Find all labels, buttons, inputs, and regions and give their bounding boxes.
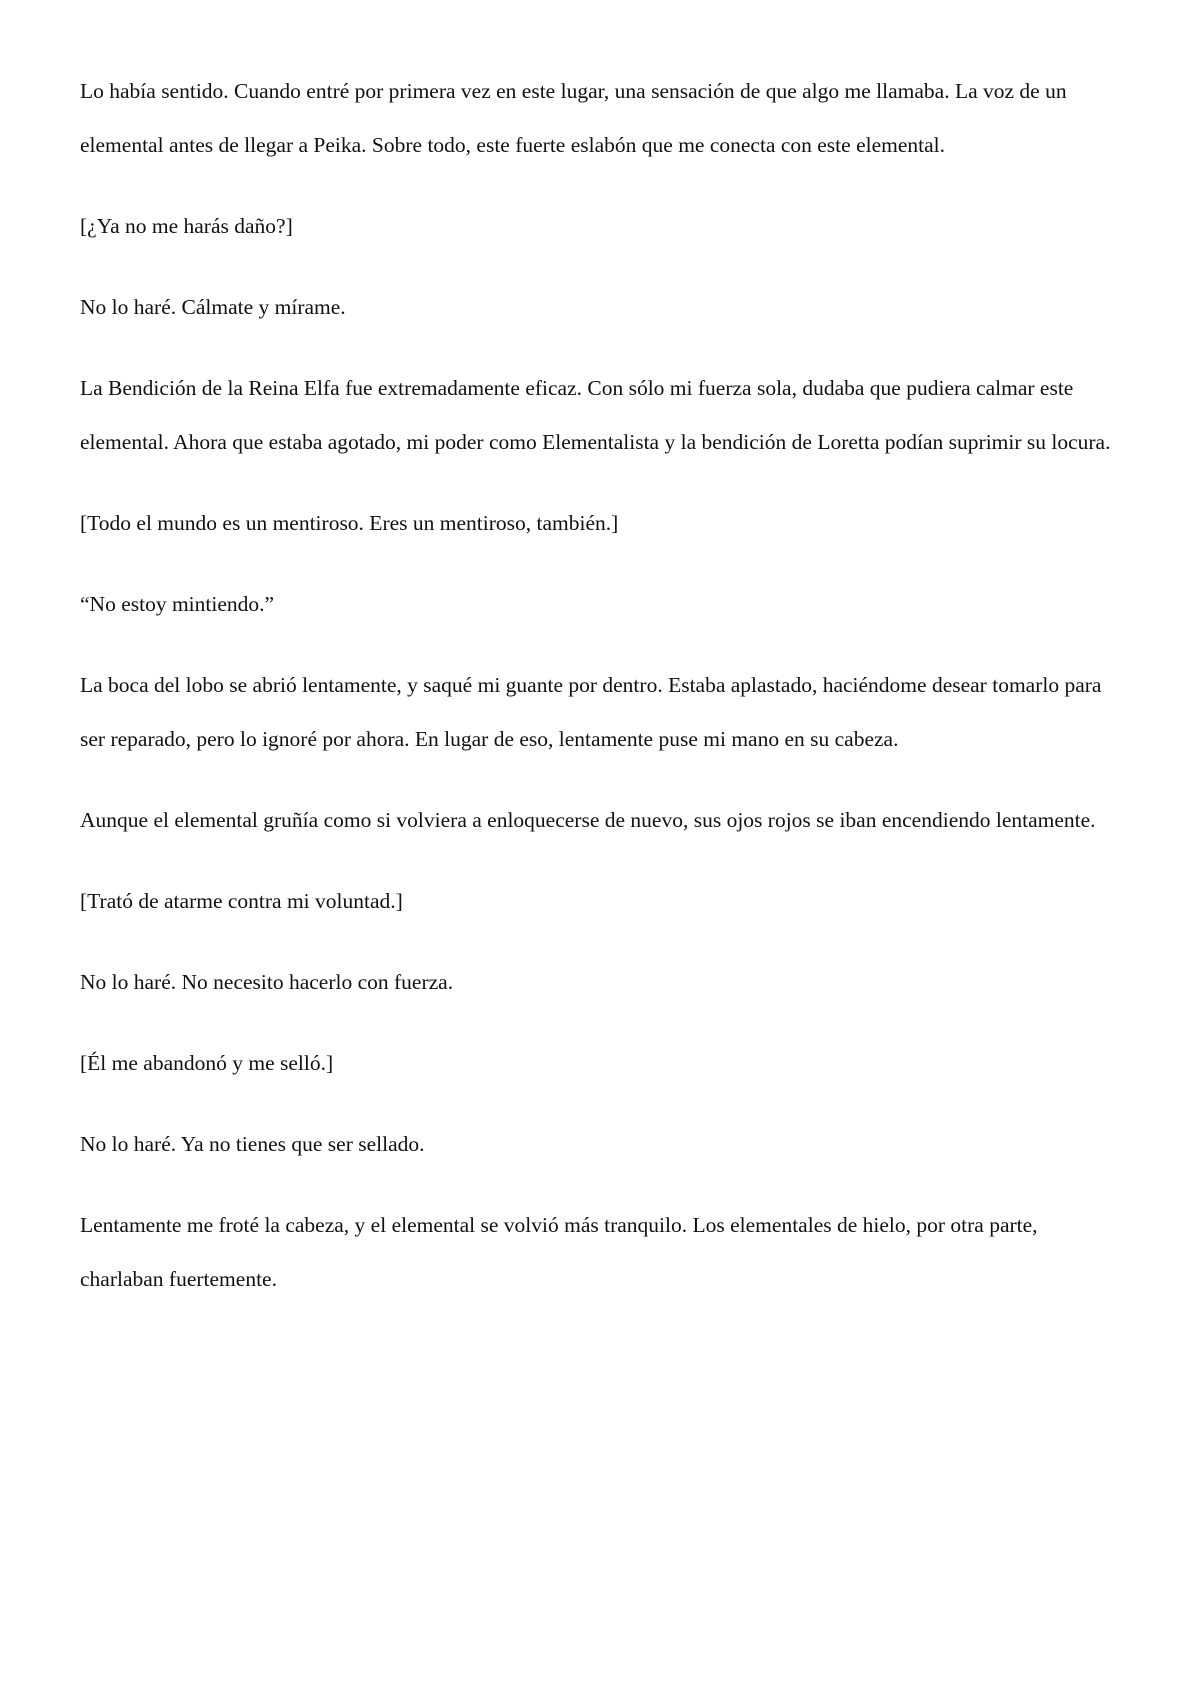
document-body [80, 64, 1115, 1333]
paragraph: Lo había sentido. Cuando entré por primera vez en este lugar, una sensación de que algo me llamaba. La voz de un elemental antes de llegar a Peika. Sobre todo, este fuerte eslabón que me conecta con este elemental. [80, 79, 1067, 157]
paragraph: La Bendición de la Reina Elfa fue extremadamente eficaz. Con sólo mi fuerza sola, dudaba que pudiera calmar este elemental. Ahora que estaba agotado, mi poder como Elementalista y la bendición de Loretta podían suprimir su locura. [80, 376, 1111, 454]
paragraph: No lo haré. No necesito hacerlo con fuerza. [80, 970, 454, 994]
paragraph: [Trató de atarme contra mi voluntad.] [80, 889, 403, 913]
paragraph: No lo haré. Ya no tienes que ser sellado. [80, 1132, 425, 1156]
paragraph: [Él me abandonó y me selló.] [80, 1051, 334, 1075]
paragraph: Aunque el elemental gruñía como si volviera a enloquecerse de nuevo, sus ojos rojos se iban encendiendo lentamente. [80, 808, 1096, 832]
paragraph: La boca del lobo se abrió lentamente, y saqué mi guante por dentro. Estaba aplastado, haciéndome desear tomarlo para ser reparado, pero lo ignoré por ahora. En lugar de eso, lentamente puse mi mano en su cabeza. [80, 673, 1102, 751]
paragraph: “No estoy mintiendo.” [80, 592, 275, 616]
paragraph: Lentamente me froté la cabeza, y el elemental se volvió más tranquilo. Los elementales de hielo, por otra parte, charlaban fuertemente. [80, 1213, 1038, 1291]
paragraph: [¿Ya no me harás daño?] [80, 214, 293, 238]
paragraph: No lo haré. Cálmate y mírame. [80, 295, 346, 319]
paragraph: [Todo el mundo es un mentiroso. Eres un mentiroso, también.] [80, 511, 619, 535]
